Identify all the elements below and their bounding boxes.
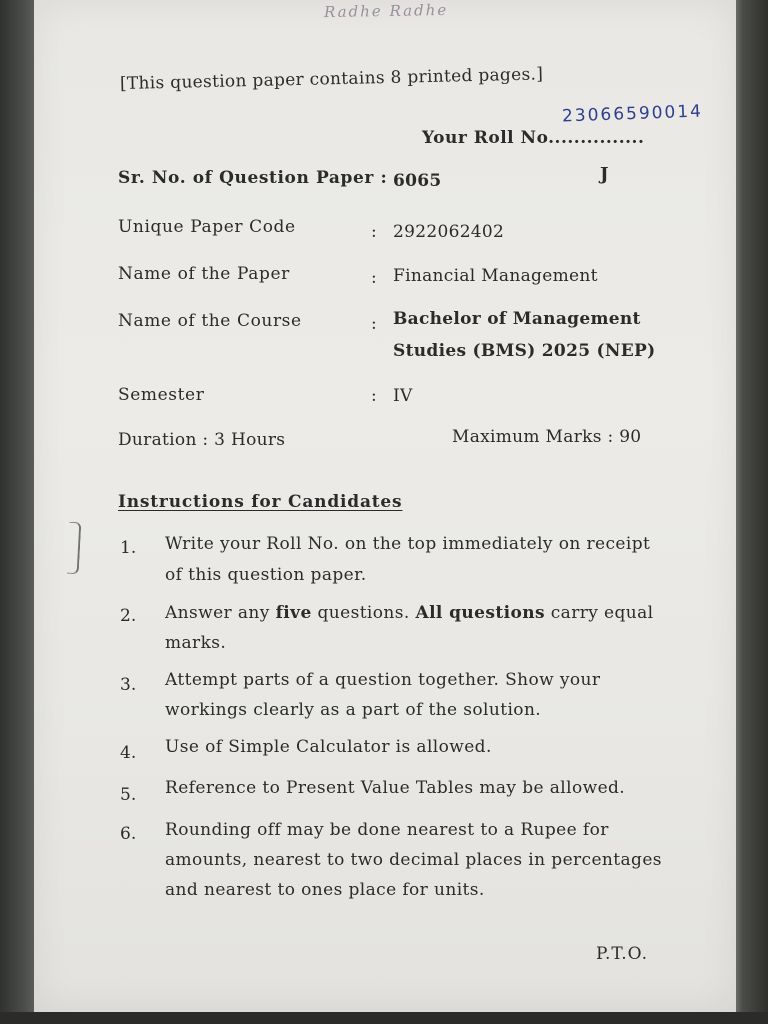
paper-code-colon: : — [371, 222, 377, 242]
course-value-line2: Studies (BMS) 2025 (NEP) — [393, 341, 656, 361]
instruction-4-line-1: Use of Simple Calculator is allowed. — [165, 737, 492, 757]
paper-code-label: Unique Paper Code — [118, 217, 296, 237]
instruction-3-line-1: Attempt parts of a question together. Show your — [165, 670, 601, 690]
instruction-number: 3. — [120, 675, 137, 695]
course-label: Name of the Course — [118, 311, 302, 331]
paper-set-letter: J — [600, 164, 609, 185]
course-value-line1: Bachelor of Management — [393, 309, 641, 329]
instruction-1-line-2: of this question paper. — [165, 565, 367, 585]
background-bottom — [0, 1012, 768, 1024]
paper-name-value: Financial Management — [393, 266, 598, 286]
please-turn-over: P.T.O. — [596, 944, 648, 964]
instruction-2-line-2: marks. — [165, 633, 227, 653]
duration: Duration : 3 Hours — [118, 430, 286, 450]
instruction-2-text-a: Answer any — [165, 603, 276, 623]
instruction-3-line-2: workings clearly as a part of the solution. — [165, 700, 542, 720]
pen-bracket-mark — [67, 522, 82, 575]
maximum-marks: Maximum Marks : 90 — [452, 427, 642, 447]
instruction-number: 2. — [120, 606, 137, 626]
printed-pages-note: [This question paper contains 8 printed pages.] — [119, 64, 544, 94]
semester-label: Semester — [118, 385, 205, 405]
instruction-2-line-1 — [165, 603, 654, 623]
handwritten-roll-number: 23066590014 — [561, 101, 704, 127]
instruction-2-text-all: All questions — [415, 603, 545, 623]
paper-name-colon: : — [371, 268, 377, 288]
instruction-2-text-five: five — [275, 603, 312, 623]
instructions-title: Instructions for Candidates — [118, 492, 403, 512]
instruction-number: 5. — [120, 785, 137, 805]
paper-name-label: Name of the Paper — [118, 264, 290, 284]
semester-colon: : — [371, 386, 377, 406]
instruction-6-line-2: amounts, nearest to two decimal places in percentages — [165, 850, 662, 870]
background-right — [736, 0, 768, 1024]
instruction-2-text-b: questions. — [311, 603, 416, 623]
background-left — [0, 0, 34, 1024]
sr-no-label: Sr. No. of Question Paper : — [118, 168, 388, 188]
instruction-number: 6. — [120, 824, 137, 844]
instruction-5-line-1: Reference to Present Value Tables may be allowed. — [165, 778, 626, 798]
semester-value: IV — [393, 386, 413, 406]
instruction-number: 1. — [120, 538, 137, 558]
paper-code-value: 2922062402 — [393, 222, 505, 242]
sr-no-value: 6065 — [393, 171, 442, 191]
instruction-6-line-1: Rounding off may be done nearest to a Rupee for — [165, 820, 609, 840]
handwritten-scribble: Radhe Radhe — [323, 0, 449, 22]
course-colon: : — [371, 314, 377, 334]
roll-number-label: Your Roll No............... — [422, 128, 645, 148]
instruction-2-text-c: carry equal — [544, 603, 654, 623]
instruction-number: 4. — [120, 743, 137, 763]
instruction-6-line-3: and nearest to ones place for units. — [165, 880, 485, 900]
question-paper-sheet — [34, 0, 736, 1012]
instruction-1-line-1: Write your Roll No. on the top immediately on receipt — [165, 534, 651, 554]
